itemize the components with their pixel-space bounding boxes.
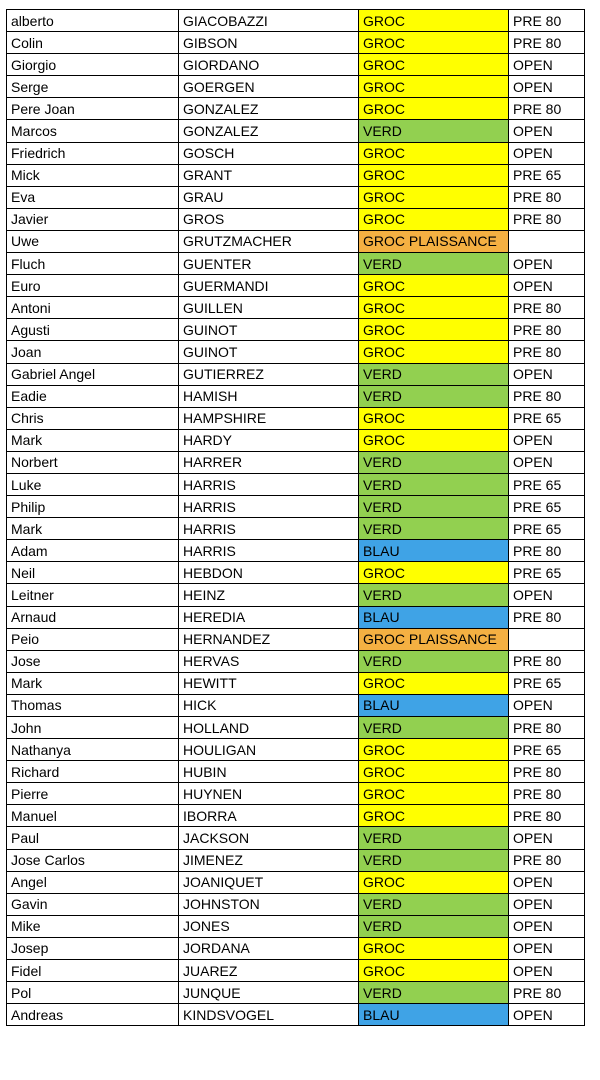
table-row	[7, 473, 585, 495]
last-name-cell[interactable]: GIBSON	[179, 32, 359, 54]
table-row	[7, 805, 585, 827]
class-cell[interactable]: OPEN	[509, 893, 585, 915]
last-name-cell[interactable]: HEBDON	[179, 562, 359, 584]
table-row	[7, 32, 585, 54]
class-cell[interactable]	[509, 628, 585, 650]
first-name-cell[interactable]: Eva	[7, 186, 179, 208]
table-row	[7, 540, 585, 562]
category-cell[interactable]: BLAU	[359, 694, 509, 716]
last-name-cell[interactable]: GRUTZMACHER	[179, 230, 359, 252]
first-name-cell[interactable]: Marcos	[7, 120, 179, 142]
category-cell[interactable]: GROC	[359, 672, 509, 694]
table-row	[7, 827, 585, 849]
table-row	[7, 98, 585, 120]
category-cell[interactable]: GROC PLAISSANCE	[359, 628, 509, 650]
last-name-cell[interactable]: JUAREZ	[179, 960, 359, 982]
category-cell[interactable]: VERD	[359, 849, 509, 871]
first-name-cell[interactable]: Fidel	[7, 960, 179, 982]
table-row	[7, 275, 585, 297]
class-cell[interactable]: OPEN	[509, 960, 585, 982]
table-row	[7, 230, 585, 252]
last-name-cell[interactable]: HAMPSHIRE	[179, 407, 359, 429]
first-name-cell[interactable]: Euro	[7, 275, 179, 297]
last-name-cell[interactable]: GUERMANDI	[179, 275, 359, 297]
last-name-cell[interactable]: HARRER	[179, 451, 359, 473]
category-cell[interactable]: BLAU	[359, 606, 509, 628]
category-cell[interactable]: GROC	[359, 429, 509, 451]
class-cell[interactable]: PRE 80	[509, 297, 585, 319]
first-name-cell[interactable]: Serge	[7, 76, 179, 98]
first-name-cell[interactable]: Fluch	[7, 253, 179, 275]
class-cell[interactable]: OPEN	[509, 451, 585, 473]
class-cell[interactable]: OPEN	[509, 76, 585, 98]
first-name-cell[interactable]: Colin	[7, 32, 179, 54]
class-cell[interactable]: OPEN	[509, 120, 585, 142]
last-name-cell[interactable]: JONES	[179, 915, 359, 937]
last-name-cell[interactable]: HUYNEN	[179, 783, 359, 805]
first-name-cell[interactable]: Neil	[7, 562, 179, 584]
class-cell[interactable]: OPEN	[509, 694, 585, 716]
class-cell[interactable]: PRE 80	[509, 805, 585, 827]
first-name-cell[interactable]: Mark	[7, 429, 179, 451]
category-cell[interactable]: GROC	[359, 208, 509, 230]
category-cell[interactable]: GROC	[359, 937, 509, 959]
category-cell[interactable]: GROC	[359, 319, 509, 341]
first-name-cell[interactable]: Mike	[7, 915, 179, 937]
last-name-cell[interactable]: HARRIS	[179, 473, 359, 495]
table-row	[7, 849, 585, 871]
category-cell[interactable]: GROC	[359, 32, 509, 54]
category-cell[interactable]: GROC	[359, 297, 509, 319]
last-name-cell[interactable]: HOULIGAN	[179, 739, 359, 761]
last-name-cell[interactable]: GRANT	[179, 164, 359, 186]
first-name-cell[interactable]: Pierre	[7, 783, 179, 805]
table-row	[7, 186, 585, 208]
class-cell[interactable]: PRE 80	[509, 717, 585, 739]
category-cell[interactable]: GROC	[359, 275, 509, 297]
first-name-cell[interactable]: Pol	[7, 982, 179, 1004]
class-cell[interactable]: OPEN	[509, 363, 585, 385]
first-name-cell[interactable]: Paul	[7, 827, 179, 849]
last-name-cell[interactable]: GOSCH	[179, 142, 359, 164]
category-cell[interactable]: VERD	[359, 120, 509, 142]
class-cell[interactable]: PRE 80	[509, 10, 585, 32]
category-cell[interactable]: GROC	[359, 164, 509, 186]
category-cell[interactable]: GROC	[359, 186, 509, 208]
class-cell[interactable]: PRE 65	[509, 473, 585, 495]
category-cell[interactable]: GROC	[359, 960, 509, 982]
table-row	[7, 164, 585, 186]
last-name-cell[interactable]: JIMENEZ	[179, 849, 359, 871]
category-cell[interactable]: VERD	[359, 650, 509, 672]
category-cell[interactable]: GROC	[359, 805, 509, 827]
table-row	[7, 208, 585, 230]
category-cell[interactable]: VERD	[359, 496, 509, 518]
category-cell[interactable]: VERD	[359, 253, 509, 275]
class-cell[interactable]: PRE 80	[509, 606, 585, 628]
class-cell[interactable]: OPEN	[509, 827, 585, 849]
last-name-cell[interactable]: JACKSON	[179, 827, 359, 849]
class-cell[interactable]: OPEN	[509, 54, 585, 76]
participants-table-body	[7, 10, 585, 1026]
class-cell[interactable]: PRE 65	[509, 672, 585, 694]
category-cell[interactable]: VERD	[359, 717, 509, 739]
table-row	[7, 385, 585, 407]
last-name-cell[interactable]: HEREDIA	[179, 606, 359, 628]
table-row	[7, 451, 585, 473]
category-cell[interactable]: GROC	[359, 341, 509, 363]
category-cell[interactable]: VERD	[359, 451, 509, 473]
class-cell[interactable]: PRE 80	[509, 849, 585, 871]
table-row	[7, 915, 585, 937]
table-row	[7, 672, 585, 694]
table-row	[7, 650, 585, 672]
class-cell[interactable]: OPEN	[509, 253, 585, 275]
class-cell[interactable]: OPEN	[509, 142, 585, 164]
last-name-cell[interactable]: JOHNSTON	[179, 893, 359, 915]
category-cell[interactable]: GROC	[359, 871, 509, 893]
category-cell[interactable]: GROC	[359, 54, 509, 76]
last-name-cell[interactable]: HEINZ	[179, 584, 359, 606]
last-name-cell[interactable]: GUINOT	[179, 341, 359, 363]
first-name-cell[interactable]: Giorgio	[7, 54, 179, 76]
table-row	[7, 1004, 585, 1026]
category-cell[interactable]: GROC	[359, 76, 509, 98]
table-row	[7, 54, 585, 76]
class-cell[interactable]: PRE 80	[509, 540, 585, 562]
last-name-cell[interactable]: JORDANA	[179, 937, 359, 959]
last-name-cell[interactable]: HARDY	[179, 429, 359, 451]
category-cell[interactable]: VERD	[359, 385, 509, 407]
last-name-cell[interactable]: HERVAS	[179, 650, 359, 672]
class-cell[interactable]: PRE 80	[509, 385, 585, 407]
table-row	[7, 584, 585, 606]
table-row	[7, 562, 585, 584]
first-name-cell[interactable]: Nathanya	[7, 739, 179, 761]
last-name-cell[interactable]: HEWITT	[179, 672, 359, 694]
category-cell[interactable]: GROC	[359, 562, 509, 584]
class-cell[interactable]: OPEN	[509, 871, 585, 893]
category-cell[interactable]: GROC	[359, 783, 509, 805]
category-cell[interactable]: BLAU	[359, 540, 509, 562]
class-cell[interactable]: PRE 80	[509, 341, 585, 363]
class-cell[interactable]: PRE 65	[509, 407, 585, 429]
first-name-cell[interactable]: Josep	[7, 937, 179, 959]
class-cell[interactable]: PRE 65	[509, 518, 585, 540]
class-cell[interactable]	[509, 230, 585, 252]
first-name-cell[interactable]: Pere Joan	[7, 98, 179, 120]
table-row	[7, 496, 585, 518]
category-cell[interactable]: VERD	[359, 893, 509, 915]
first-name-cell[interactable]: John	[7, 717, 179, 739]
first-name-cell[interactable]: Eadie	[7, 385, 179, 407]
table-row	[7, 10, 585, 32]
class-cell[interactable]: PRE 65	[509, 562, 585, 584]
class-cell[interactable]: PRE 80	[509, 32, 585, 54]
last-name-cell[interactable]: GUENTER	[179, 253, 359, 275]
class-cell[interactable]: PRE 80	[509, 982, 585, 1004]
table-row	[7, 518, 585, 540]
first-name-cell[interactable]: Richard	[7, 761, 179, 783]
last-name-cell[interactable]: JUNQUE	[179, 982, 359, 1004]
category-cell[interactable]: GROC	[359, 407, 509, 429]
table-row	[7, 717, 585, 739]
last-name-cell[interactable]: GIORDANO	[179, 54, 359, 76]
category-cell[interactable]: GROC PLAISSANCE	[359, 230, 509, 252]
last-name-cell[interactable]: HAMISH	[179, 385, 359, 407]
class-cell[interactable]: PRE 80	[509, 650, 585, 672]
table-row	[7, 937, 585, 959]
first-name-cell[interactable]: Joan	[7, 341, 179, 363]
class-cell[interactable]: OPEN	[509, 1004, 585, 1026]
last-name-cell[interactable]: JOANIQUET	[179, 871, 359, 893]
class-cell[interactable]: PRE 80	[509, 186, 585, 208]
table-row	[7, 120, 585, 142]
last-name-cell[interactable]: GRAU	[179, 186, 359, 208]
table-row	[7, 783, 585, 805]
category-cell[interactable]: VERD	[359, 915, 509, 937]
first-name-cell[interactable]: Jose Carlos	[7, 849, 179, 871]
category-cell[interactable]: VERD	[359, 363, 509, 385]
last-name-cell[interactable]: GIACOBAZZI	[179, 10, 359, 32]
table-row	[7, 871, 585, 893]
category-cell[interactable]: GROC	[359, 761, 509, 783]
last-name-cell[interactable]: IBORRA	[179, 805, 359, 827]
first-name-cell[interactable]: alberto	[7, 10, 179, 32]
class-cell[interactable]: OPEN	[509, 937, 585, 959]
first-name-cell[interactable]: Adam	[7, 540, 179, 562]
last-name-cell[interactable]: HUBIN	[179, 761, 359, 783]
category-cell[interactable]: GROC	[359, 10, 509, 32]
first-name-cell[interactable]: Philip	[7, 496, 179, 518]
last-name-cell[interactable]: KINDSVOGEL	[179, 1004, 359, 1026]
table-row	[7, 363, 585, 385]
class-cell[interactable]: OPEN	[509, 429, 585, 451]
category-cell[interactable]: VERD	[359, 827, 509, 849]
table-row	[7, 341, 585, 363]
table-row	[7, 628, 585, 650]
class-cell[interactable]: PRE 80	[509, 319, 585, 341]
first-name-cell[interactable]: Gavin	[7, 893, 179, 915]
first-name-cell[interactable]: Luke	[7, 473, 179, 495]
last-name-cell[interactable]: HARRIS	[179, 540, 359, 562]
first-name-cell[interactable]: Mark	[7, 672, 179, 694]
first-name-cell[interactable]: Arnaud	[7, 606, 179, 628]
participants-table	[6, 9, 585, 1026]
table-row	[7, 606, 585, 628]
table-row	[7, 960, 585, 982]
category-cell[interactable]: VERD	[359, 982, 509, 1004]
last-name-cell[interactable]: GOERGEN	[179, 76, 359, 98]
last-name-cell[interactable]: HARRIS	[179, 518, 359, 540]
class-cell[interactable]: OPEN	[509, 915, 585, 937]
first-name-cell[interactable]: Jose	[7, 650, 179, 672]
last-name-cell[interactable]: HARRIS	[179, 496, 359, 518]
table-row	[7, 142, 585, 164]
class-cell[interactable]: PRE 80	[509, 98, 585, 120]
first-name-cell[interactable]: Peio	[7, 628, 179, 650]
table-row	[7, 429, 585, 451]
category-cell[interactable]: BLAU	[359, 1004, 509, 1026]
first-name-cell[interactable]: Norbert	[7, 451, 179, 473]
last-name-cell[interactable]: GUTIERREZ	[179, 363, 359, 385]
first-name-cell[interactable]: Friedrich	[7, 142, 179, 164]
spreadsheet	[6, 9, 585, 1026]
last-name-cell[interactable]: HERNANDEZ	[179, 628, 359, 650]
last-name-cell[interactable]: HOLLAND	[179, 717, 359, 739]
last-name-cell[interactable]: HICK	[179, 694, 359, 716]
first-name-cell[interactable]: Andreas	[7, 1004, 179, 1026]
table-row	[7, 76, 585, 98]
first-name-cell[interactable]: Angel	[7, 871, 179, 893]
class-cell[interactable]: PRE 80	[509, 208, 585, 230]
first-name-cell[interactable]: Manuel	[7, 805, 179, 827]
class-cell[interactable]: PRE 80	[509, 783, 585, 805]
first-name-cell[interactable]: Agusti	[7, 319, 179, 341]
first-name-cell[interactable]: Mick	[7, 164, 179, 186]
last-name-cell[interactable]: GUILLEN	[179, 297, 359, 319]
last-name-cell[interactable]: GONZALEZ	[179, 120, 359, 142]
table-row	[7, 893, 585, 915]
table-row	[7, 982, 585, 1004]
table-row	[7, 694, 585, 716]
class-cell[interactable]: OPEN	[509, 275, 585, 297]
category-cell[interactable]: VERD	[359, 473, 509, 495]
category-cell[interactable]: GROC	[359, 739, 509, 761]
table-row	[7, 253, 585, 275]
category-cell[interactable]: VERD	[359, 584, 509, 606]
last-name-cell[interactable]: GONZALEZ	[179, 98, 359, 120]
category-cell[interactable]: VERD	[359, 518, 509, 540]
first-name-cell[interactable]: Thomas	[7, 694, 179, 716]
last-name-cell[interactable]: GUINOT	[179, 319, 359, 341]
table-row	[7, 297, 585, 319]
category-cell[interactable]: GROC	[359, 98, 509, 120]
first-name-cell[interactable]: Leitner	[7, 584, 179, 606]
class-cell[interactable]: PRE 65	[509, 496, 585, 518]
last-name-cell[interactable]: GROS	[179, 208, 359, 230]
category-cell[interactable]: GROC	[359, 142, 509, 164]
first-name-cell[interactable]: Uwe	[7, 230, 179, 252]
first-name-cell[interactable]: Gabriel Angel	[7, 363, 179, 385]
first-name-cell[interactable]: Mark	[7, 518, 179, 540]
first-name-cell[interactable]: Chris	[7, 407, 179, 429]
class-cell[interactable]: PRE 80	[509, 761, 585, 783]
table-row	[7, 319, 585, 341]
table-row	[7, 761, 585, 783]
first-name-cell[interactable]: Antoni	[7, 297, 179, 319]
table-row	[7, 407, 585, 429]
table-row	[7, 739, 585, 761]
class-cell[interactable]: PRE 65	[509, 739, 585, 761]
first-name-cell[interactable]: Javier	[7, 208, 179, 230]
class-cell[interactable]: OPEN	[509, 584, 585, 606]
class-cell[interactable]: PRE 65	[509, 164, 585, 186]
